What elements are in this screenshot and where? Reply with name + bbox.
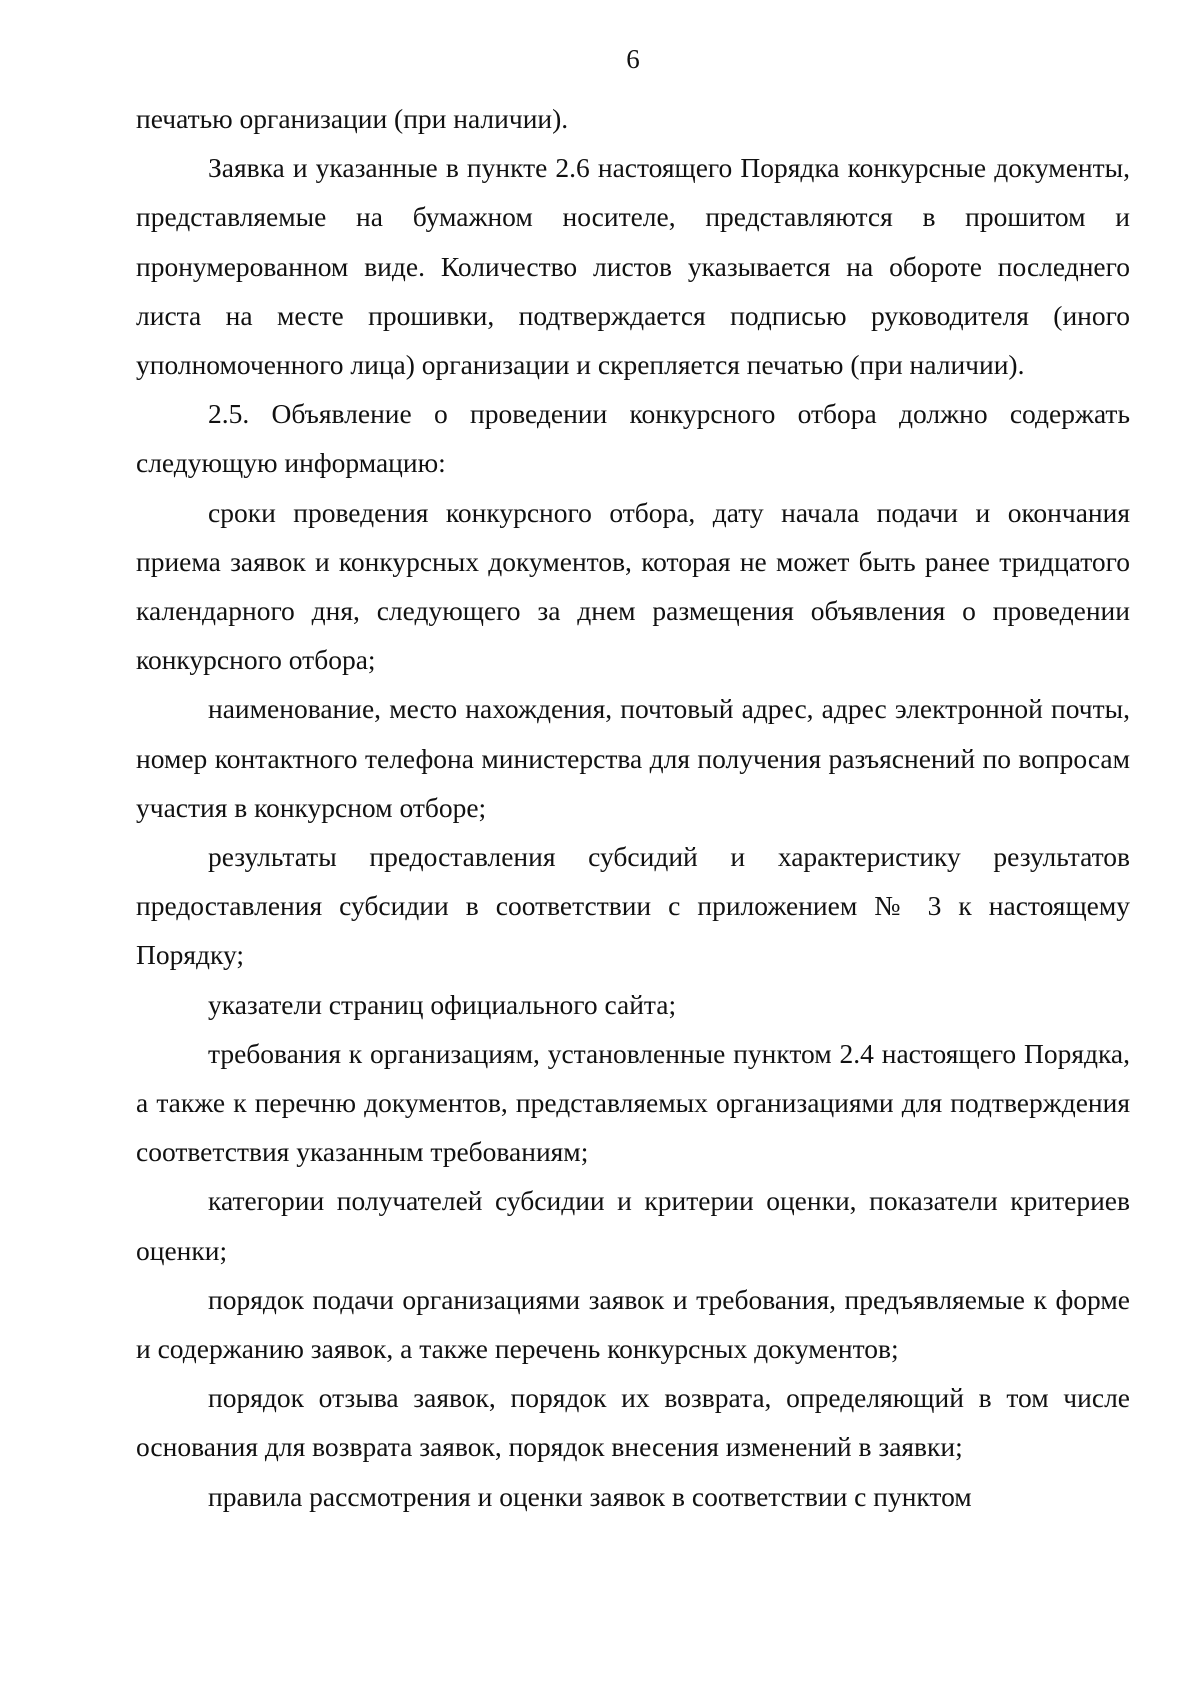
paragraph-item-submission-order: порядок подачи организациями заявок и требования, предъявляемые к форме и содержанию заявок, а также перечень конкурсных документов; — [136, 1283, 1130, 1365]
paragraph-item-requirements: требования к организациям, установленные пунктом 2.4 настоящего Порядка, а также к перечню документов, представляемых организациями для подтверждения соответствия указанным требованиям; — [136, 1037, 1130, 1168]
paragraph-item-results: результаты предоставления субсидий и характеристику результатов предоставления субсидии в соответствии с приложением № 3 к настоящему Порядку; — [136, 841, 1130, 971]
paragraph-item-withdrawal: порядок отзыва заявок, порядок их возврата, определяющий в том числе основания для возврата заявок, порядок внесения изменений в заявки; — [136, 1382, 1130, 1463]
document-body — [136, 94, 1130, 1521]
paragraph-item-deadlines: сроки проведения конкурсного отбора, дату начала подачи и окончания приема заявок и конкурсных документов, которая не может быть ранее тридцатого календарного дня, следующего за днем размещения объявления о проведении конкурсного отбора; — [136, 496, 1130, 676]
paragraph-section-2-5: 2.5. Объявление о проведении конкурсного отбора должно содержать следующую информацию: — [136, 398, 1130, 479]
page-number: 6 — [626, 44, 640, 74]
paragraph-item-site-pointers: указатели страниц официального сайта; — [208, 988, 677, 1020]
paragraph-item-review-rules: правила рассмотрения и оценки заявок в соответствии с пунктом — [208, 1480, 972, 1512]
paragraph-application-format: Заявка и указанные в пункте 2.6 настоящего Порядка конкурсные документы, представляемые на бумажном носителе, представляются в прошитом и пронумерованном виде. Количество листов указывается на обороте последнего листа на месте прошивки, подтверждается подписью руководителя (иного уполномоченного лица) организации и скрепляется печатью (при наличии). — [136, 152, 1130, 381]
paragraph-continuation: печатью организации (при наличии). — [136, 103, 569, 134]
paragraph-item-contacts: наименование, место нахождения, почтовый адрес, адрес электронной почты, номер контактного телефона министерства для получения разъяснений по вопросам участия в конкурсном отборе; — [136, 693, 1130, 823]
paragraph-item-categories: категории получателей субсидии и критерии оценки, показатели критериев оценки; — [136, 1185, 1130, 1266]
